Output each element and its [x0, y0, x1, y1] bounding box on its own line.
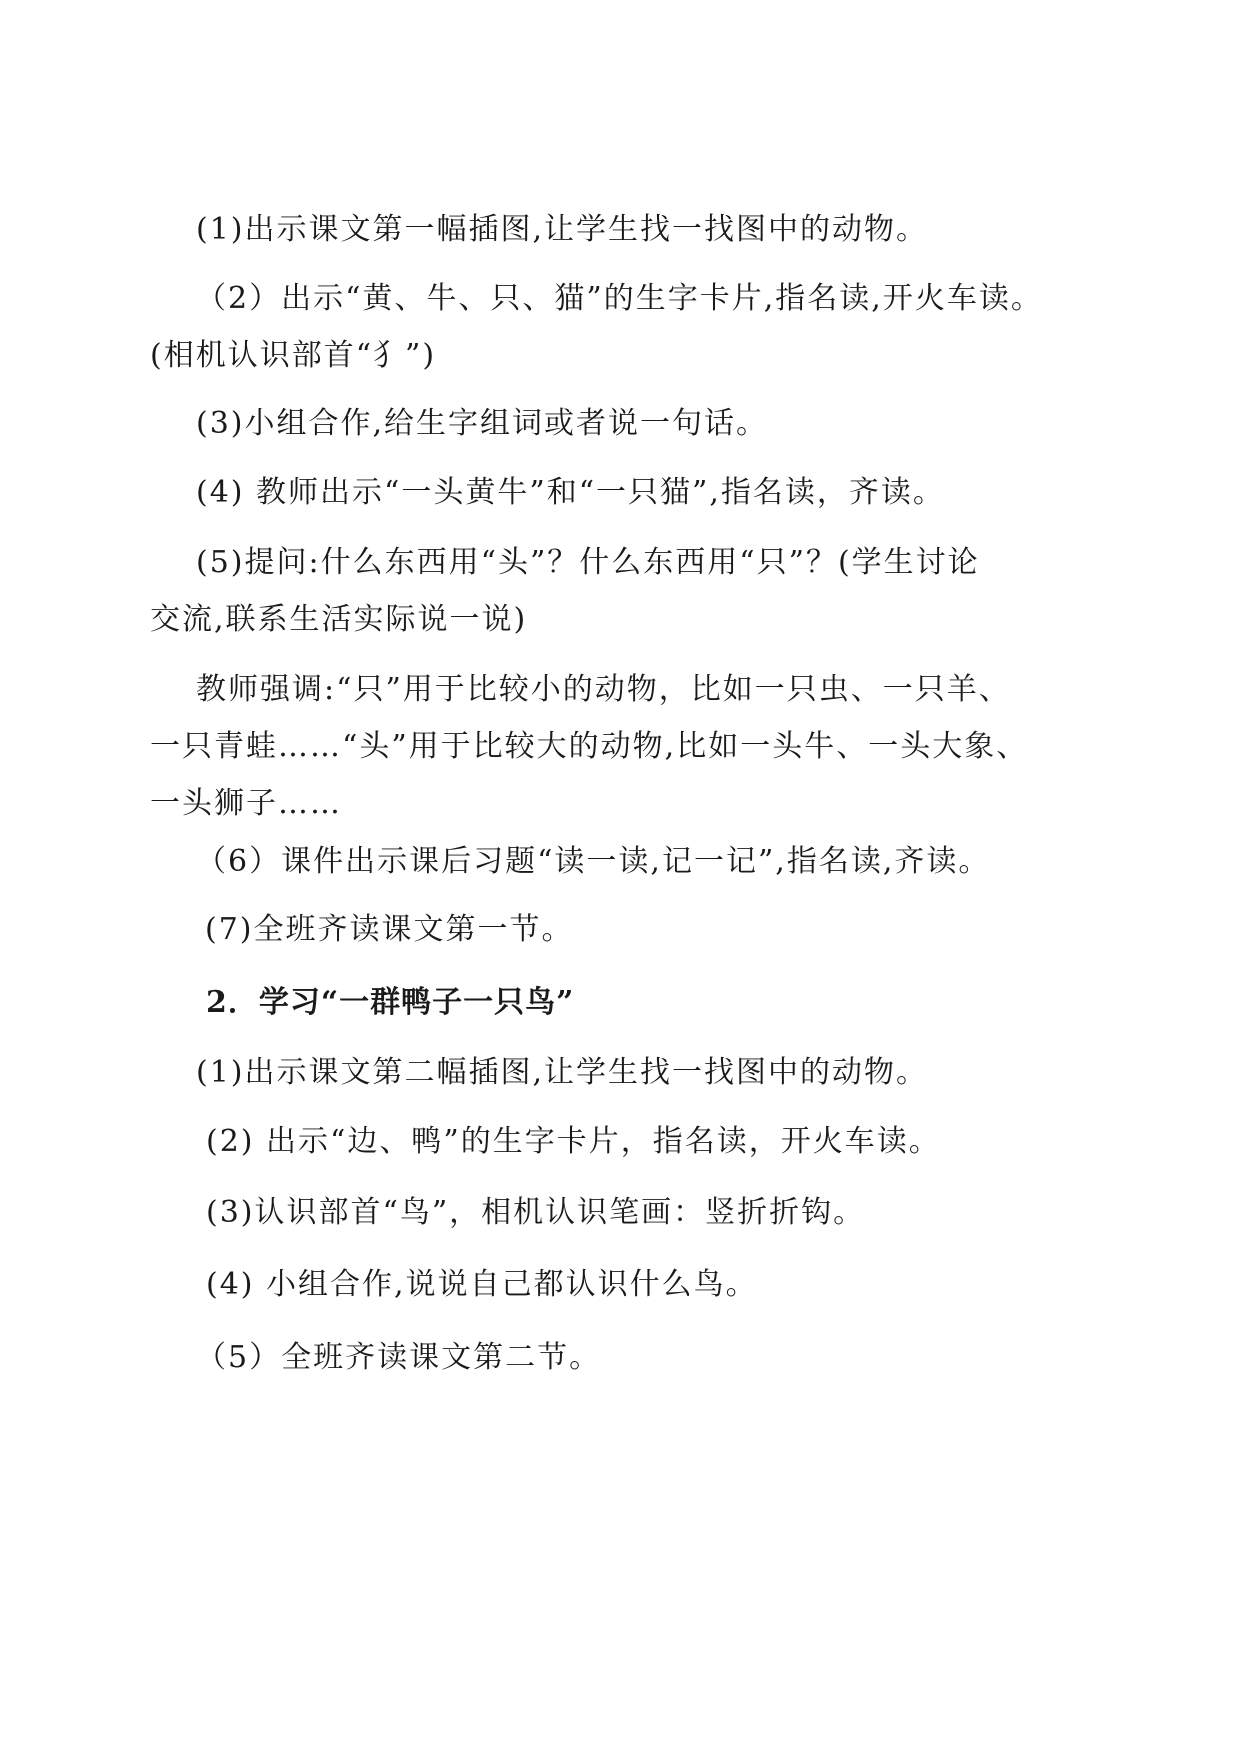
paragraph-line: （5）全班齐读课文第二节。 [196, 1340, 602, 1375]
paragraph-line: (4) 小组合作,说说自己都认识什么鸟。 [206, 1267, 758, 1302]
paragraph-line: (1)出示课文第一幅插图,让学生找一找图中的动物。 [196, 212, 929, 247]
paragraph-line: 交流,联系生活实际说一说) [150, 602, 528, 637]
paragraph-line: (4) 教师出示“一头黄牛”和“一只猫”,指名读，齐读。 [196, 475, 945, 510]
paragraph-line: 教师强调:“只”用于比较小的动物，比如一只虫、一只羊、 [196, 672, 1011, 707]
paragraph-line: (7)全班齐读课文第一节。 [205, 912, 574, 947]
paragraph-line: (3)小组合作,给生字组词或者说一句话。 [196, 406, 769, 441]
paragraph-line: 一头狮子…… [150, 786, 342, 821]
section-heading: 2．学习“一群鸭子一只鸟” [206, 985, 575, 1020]
paragraph-line: (2) 出示“边、鸭”的生字卡片，指名读，开火车读。 [206, 1124, 941, 1159]
paragraph-line: (相机认识部首“犭”) [150, 338, 437, 373]
paragraph-line: (5)提问:什么东西用“头”？什么东西用“只”？(学生讨论 [196, 545, 980, 580]
paragraph-line: (3)认识部首“鸟”，相机认识笔画：竖折折钩。 [206, 1195, 866, 1230]
paragraph-line: （6）课件出示课后习题“读一读,记一记”,指名读,齐读。 [196, 844, 991, 879]
paragraph-line: （2）出示“黄、牛、只、猫”的生字卡片,指名读,开火车读。 [196, 281, 1043, 316]
paragraph-line: 一只青蛙……“头”用于比较大的动物,比如一头牛、一头大象、 [150, 729, 1029, 764]
paragraph-line: (1)出示课文第二幅插图,让学生找一找图中的动物。 [196, 1055, 929, 1090]
